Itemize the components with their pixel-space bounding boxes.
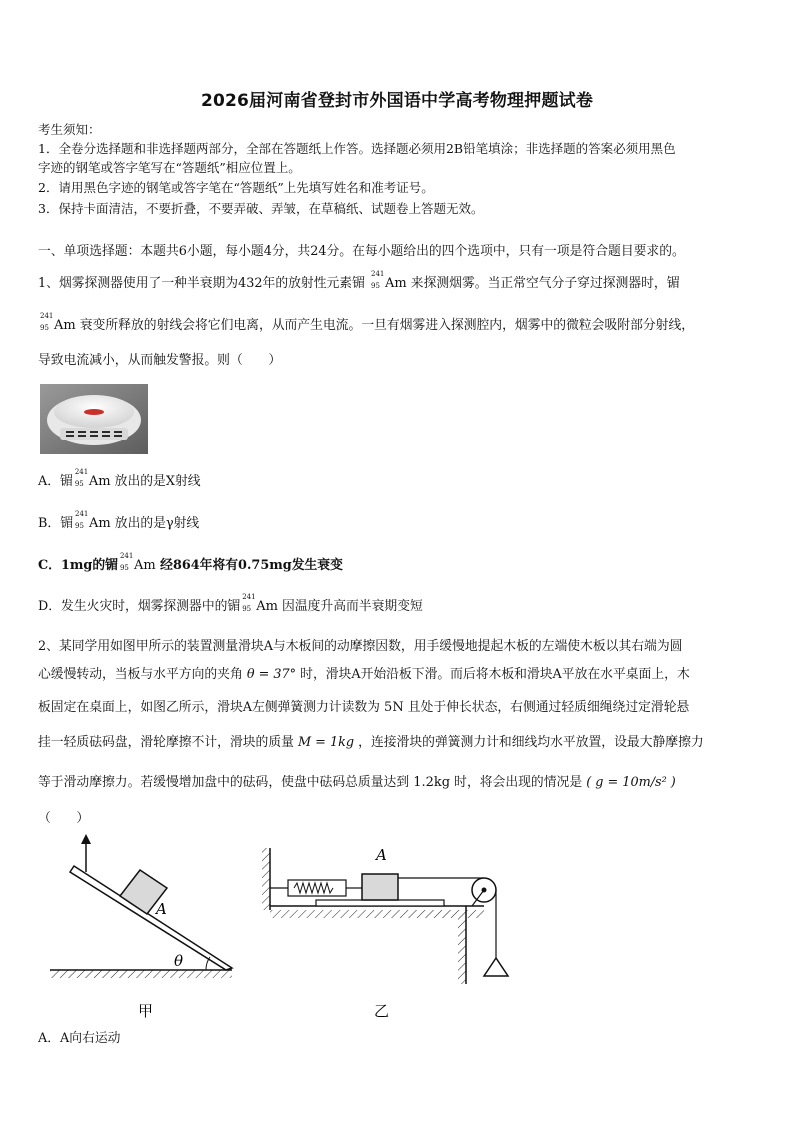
- notice-item-1b: 字迹的钢笔或答字笔写在“答题纸”相应位置上。: [38, 160, 301, 175]
- q1-option-c[interactable]: C．1mg的镅 241 95 Am 经864年将有0.75mg发生衰变: [38, 552, 343, 573]
- notice-heading: 考生须知：: [38, 122, 101, 137]
- weight-value: 1.2kg: [413, 775, 451, 790]
- q1-line-1: [38, 270, 758, 292]
- q1-line-3: 导致电流减小，从而触发警报。则（ ）: [38, 353, 282, 368]
- q2-line-4: 挂一轻质砝码盘，滑轮摩擦不计，滑块的质量 M = 1kg ，连接滑块的弹簧测力计和细线均水平放置，设最大静摩擦力: [38, 735, 704, 750]
- exam-title: 2026届河南省登封市外国语中学高考物理押题试卷: [200, 91, 594, 111]
- isotope-symbol: Am: [54, 318, 76, 333]
- angle-value: θ = 37°: [246, 667, 297, 682]
- figure-jia-label: 甲: [138, 1002, 154, 1020]
- q2-option-a[interactable]: A．A向右运动: [38, 1031, 121, 1046]
- figure-yi: [262, 848, 508, 984]
- q2-figures: [40, 828, 540, 1028]
- mass-value: M = 1kg: [298, 735, 355, 750]
- isotope-am241: 241 95: [119, 552, 134, 572]
- figure-jia: [50, 834, 232, 978]
- q2-line-5: 等于滑动摩擦力。若缓慢增加盘中的砝码，使盘中砝码总质量达到 1.2kg 时，将会出现的情况是 ( g = 10m/s² ): [38, 775, 676, 790]
- isotope-am241: 241 95: [74, 468, 89, 488]
- q2-line-3: 板固定在桌面上，如图乙所示，滑块A左侧弹簧测力计读数为 5N 且处于伸长状态，右侧通过轻质细绳绕过定滑轮悬: [38, 700, 690, 715]
- isotope-am241: 241 95: [75, 510, 89, 530]
- theta-label: θ: [174, 952, 184, 970]
- isotope-am241: 241 95: [40, 312, 54, 332]
- q1-text: 衰变所释放的射线会将它们电离，从而产生电流。一旦有烟雾进入探测腔内，烟雾中的微粒会吸附部分射线，: [79, 318, 695, 333]
- block-a-label-jia: A: [156, 900, 167, 918]
- notice-item-2: 2．请用黑色字迹的钢笔或答字笔在“答题纸”上先填写姓名和准考证号。: [38, 180, 434, 195]
- isotope-am241: 241 95: [242, 593, 256, 613]
- section-1-heading: 一、单项选择题：本题共6小题，每小题4分，共24分。在每小题给出的四个选项中，只有一项是符合题目要求的。: [38, 244, 685, 259]
- notice-item-1a: 1．全卷分选择题和非选择题两部分，全部在答题纸上作答。选择题必须用2B铅笔填涂；非选择题的答案必须用黑色: [38, 141, 676, 156]
- q2-line-2: 心缓慢转动，当板与水平方向的夹角 θ = 37° 时，滑块A开始沿板下滑。而后将木板和滑块A平放在水平桌面上，木: [38, 667, 690, 682]
- q1-option-a[interactable]: A．镅 241 95 Am 放出的是X射线: [38, 468, 201, 489]
- spring-reading: 5N: [384, 700, 404, 715]
- q1-option-d[interactable]: D．发生火灾时，烟雾探测器中的镅 241 95 Am 因温度升高而半衰期变短: [38, 593, 423, 614]
- gravity-value: ( g = 10m/s² ): [586, 775, 676, 790]
- smoke-detector-photo: [40, 384, 148, 454]
- isotope-symbol: Am: [384, 276, 407, 291]
- q1-line-2: [38, 312, 758, 334]
- isotope-am241: 241 95: [370, 270, 385, 290]
- q2-line-1: 2、某同学用如图甲所示的装置测量滑块A与木板间的动摩擦因数，用手缓慢地提起木板的左端使木板以其右端为圆: [38, 639, 683, 654]
- block-a-label-yi: A: [376, 846, 387, 864]
- figure-yi-label: 乙: [374, 1002, 390, 1020]
- q1-text: 来探测烟雾。当正常空气分子穿过探测器时，镅: [410, 276, 680, 291]
- q1-text: 1、烟雾探测器使用了一种半衰期为432年的放射性元素镅: [38, 276, 365, 291]
- q2-answer-blank: （ ）: [38, 811, 90, 826]
- notice-item-3: 3．保持卡面清洁，不要折叠，不要弄破、弄皱，在草稿纸、试题卷上答题无效。: [38, 201, 484, 216]
- q1-option-b[interactable]: B．镅 241 95 Am 放出的是γ射线: [38, 510, 200, 531]
